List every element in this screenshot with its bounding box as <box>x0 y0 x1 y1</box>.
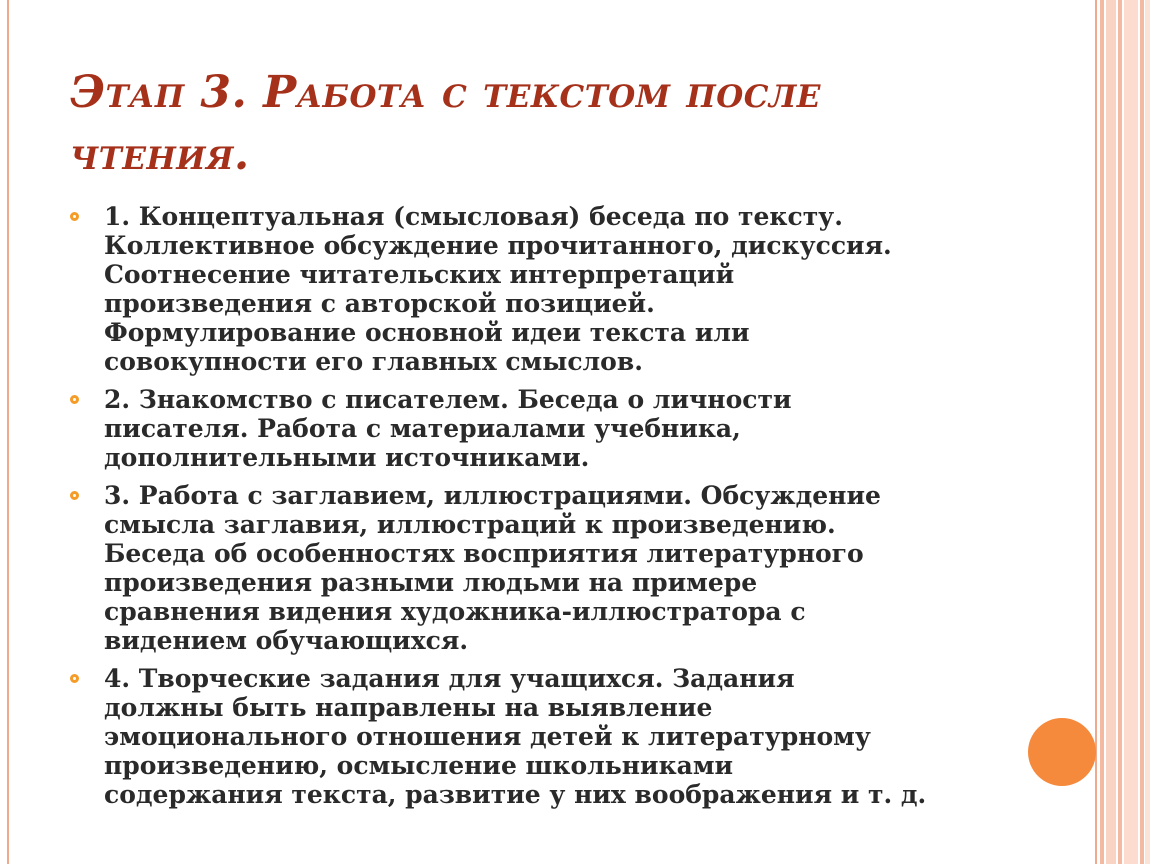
decorative-side-stripes <box>1100 0 1150 864</box>
item-text: произведения разными людьми на примере <box>104 568 758 597</box>
item-text: Формулирование основной идеи текста или <box>104 318 750 347</box>
item-text: видением обучающихся. <box>104 626 469 655</box>
list-item <box>68 481 988 655</box>
item-text: 3. Работа с заглавием, иллюстрациями. Обсуждение <box>104 481 881 510</box>
item-text: произведению, осмысление школьниками <box>104 751 734 780</box>
item-text: 2. Знакомство с писателем. Беседа о личности <box>104 385 792 414</box>
item-text: 4. Творческие задания для учащихся. Задания <box>104 664 795 693</box>
item-text: Беседа об особенностях восприятия литературного <box>104 539 864 568</box>
item-text: 1. Концептуальная (смысловая) беседа по тексту. <box>104 202 843 231</box>
bullet-icon <box>70 395 79 404</box>
list-item <box>68 385 988 472</box>
item-text: сравнения видения художника-иллюстратора с <box>104 597 806 626</box>
list-item <box>68 202 988 376</box>
item-text: содержания текста, развитие у них воображения и т. д. <box>104 780 927 809</box>
item-text: дополнительными источниками. <box>104 443 590 472</box>
item-text: произведения с авторской позицией. <box>104 289 655 318</box>
list-item <box>68 664 988 809</box>
bullet-icon <box>70 491 79 500</box>
item-text: смысла заглавия, иллюстраций к произведению. <box>104 510 836 539</box>
bullet-list <box>68 202 988 818</box>
bullet-icon <box>70 212 79 221</box>
item-text: эмоционального отношения детей к литературному <box>104 722 871 751</box>
item-text: Коллективное обсуждение прочитанного, дискуссия. <box>104 231 892 260</box>
title-line: Этап 3. Работа с текстом после <box>70 67 821 118</box>
item-text: писателя. Работа с материалами учебника, <box>104 414 741 443</box>
title-line: чтения. <box>70 129 250 180</box>
bullet-icon <box>70 674 79 683</box>
slide-title <box>70 62 1030 186</box>
item-text: должны быть направлены на выявление <box>104 693 713 722</box>
item-text: Соотнесение читательских интерпретаций <box>104 260 735 289</box>
item-text: совокупности его главных смыслов. <box>104 347 643 376</box>
decorative-circle-icon <box>1028 718 1096 786</box>
